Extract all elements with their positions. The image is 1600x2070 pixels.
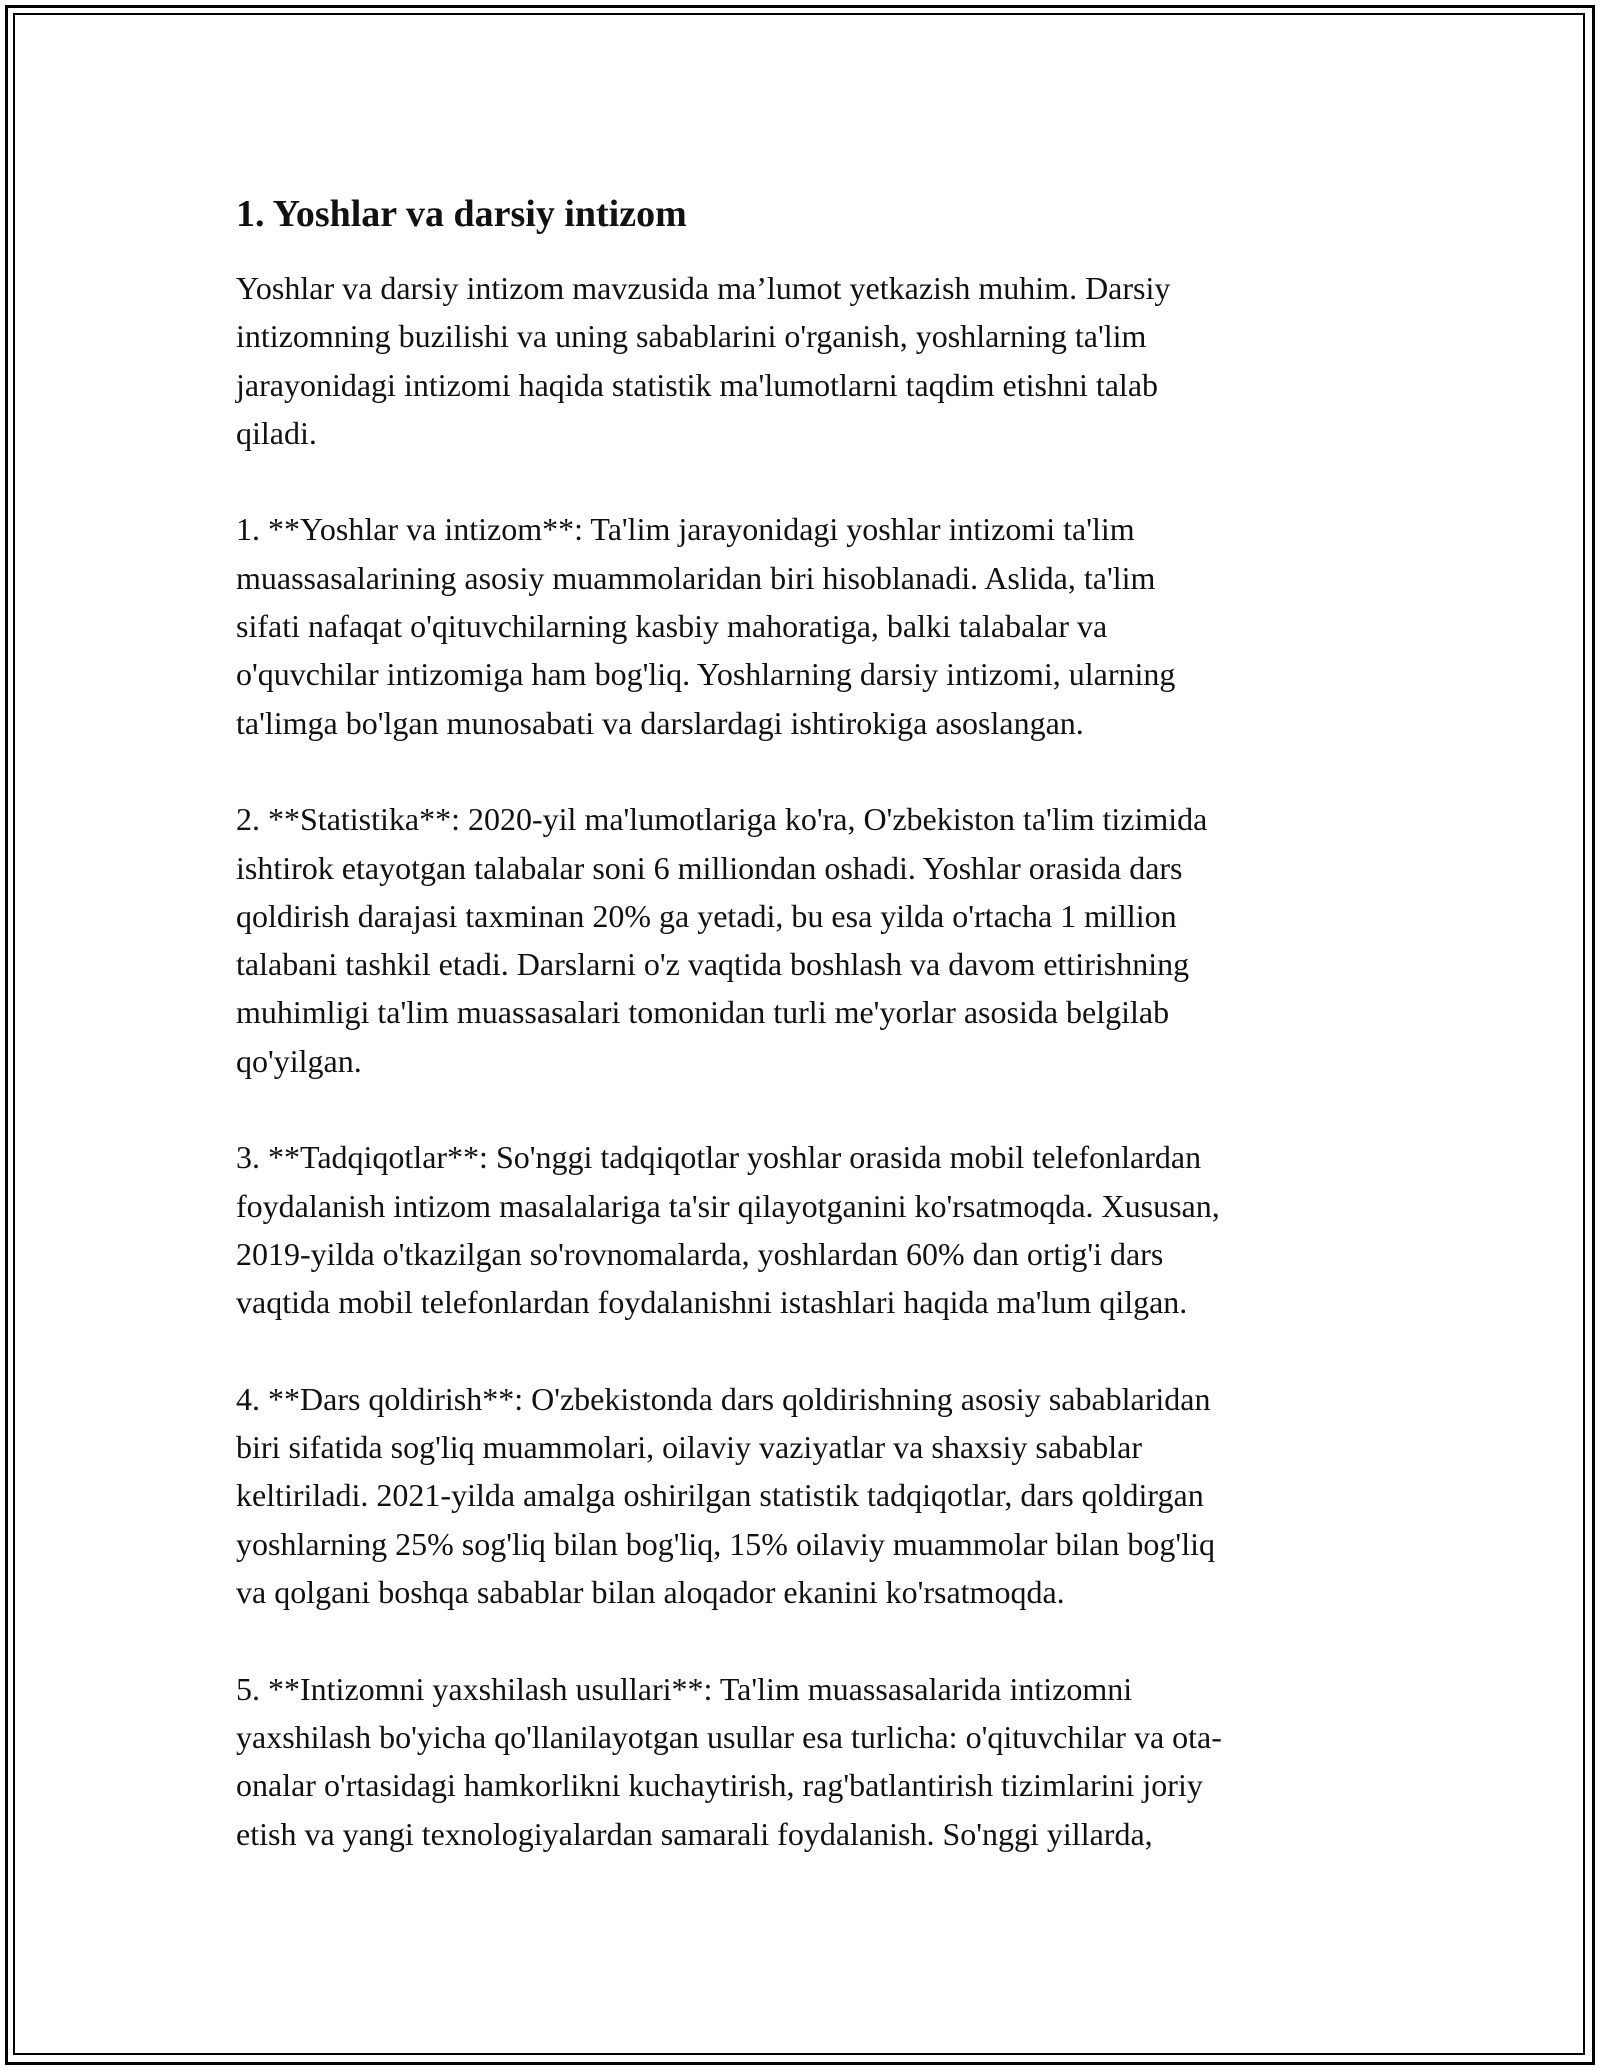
paragraph-line: muhimligi ta'lim muassasalari tomonidan turli me'yorlar asosida belgilab — [236, 994, 1170, 1031]
paragraph-line: muassasalarining asosiy muammolaridan biri hisoblanadi. Aslida, ta'lim — [236, 559, 1156, 596]
paragraph-line: jarayonidagi intizomi haqida statistik ma'lumotlarni taqdim etishni talab — [236, 366, 1159, 403]
section-1-paragraph — [236, 505, 1376, 746]
paragraph-line: o'quvchilar intizomiga ham bog'liq. Yoshlarning darsiy intizomi, ularning — [236, 656, 1176, 693]
paragraph-line: intizomning buzilishi va uning sabablarini o'rganish, yoshlarning ta'lim — [236, 318, 1147, 355]
paragraph-line: talabani tashkil etadi. Darslarni o'z vaqtida boshlash va davom ettirishning — [236, 946, 1190, 983]
paragraph-line: onalar o'rtasidagi hamkorlikni kuchaytirish, rag'batlantirish tizimlarini joriy — [236, 1767, 1203, 1804]
paragraph-line: qo'yilgan. — [236, 1042, 362, 1079]
paragraph-line: keltiriladi. 2021-yilda amalga oshirilgan statistik tadqiqotlar, dars qoldirgan — [236, 1477, 1204, 1514]
paragraph-line: Yoshlar va darsiy intizom mavzusida ma’lumot yetkazish muhim. Darsiy — [236, 270, 1171, 306]
paragraph-line: qoldirish darajasi taxminan 20% ga yetadi, bu esa yilda o'rtacha 1 million — [236, 897, 1177, 934]
paragraph-line: biri sifatida sog'liq muammolari, oilaviy vaziyatlar va shaxsiy sabablar — [236, 1429, 1142, 1466]
paragraph-line: vaqtida mobil telefonlardan foydalanishni istashlari haqida ma'lum qilgan. — [236, 1284, 1188, 1321]
paragraph-line: ta'limga bo'lgan munosabati va darslardagi ishtirokiga asoslangan. — [236, 704, 1084, 741]
document-title: 1. Yoshlar va darsiy intizom — [236, 193, 687, 235]
section-4-paragraph — [236, 1375, 1376, 1616]
paragraph-line: yoshlarning 25% sog'liq bilan bog'liq, 15% oilaviy muammolar bilan bog'liq — [236, 1525, 1215, 1562]
paragraph-line: 1. **Yoshlar va intizom**: Ta'lim jarayonidagi yoshlar intizomi ta'lim — [236, 511, 1135, 548]
section-5-paragraph — [236, 1665, 1376, 1858]
paragraph-line: ishtirok etayotgan talabalar soni 6 milliondan oshadi. Yoshlar orasida dars — [236, 849, 1183, 886]
intro-paragraph — [236, 264, 1376, 457]
paragraph-line: qiladi. — [236, 414, 317, 451]
paragraph-line: 2. **Statistika**: 2020-yil ma'lumotlariga ko'ra, O'zbekiston ta'lim tizimida — [236, 801, 1208, 838]
paragraph-line: 5. **Intizomni yaxshilash usullari**: Ta'lim muassasalarida intizomni — [236, 1670, 1133, 1707]
section-3-paragraph — [236, 1133, 1376, 1326]
paragraph-line: sifati nafaqat o'qituvchilarning kasbiy mahoratiga, balki talabalar va — [236, 608, 1108, 645]
paragraph-line: foydalanish intizom masalalariga ta'sir qilayotganini ko'rsatmoqda. Xususan, — [236, 1187, 1220, 1224]
paragraph-line: va qolgani boshqa sabablar bilan aloqador ekanini ko'rsatmoqda. — [236, 1574, 1065, 1611]
paragraph-line: yaxshilash bo'yicha qo'llanilayotgan usullar esa turlicha: o'qituvchilar va ota- — [236, 1718, 1222, 1755]
document-body — [236, 186, 1376, 1906]
paragraph-line: 3. **Tadqiqotlar**: So'nggi tadqiqotlar yoshlar orasida mobil telefonlardan — [236, 1139, 1202, 1176]
paragraph-line: etish va yangi texnologiyalardan samarali foydalanish. So'nggi yillarda, — [236, 1815, 1153, 1852]
paragraph-line: 2019-yilda o'tkazilgan so'rovnomalarda, yoshlardan 60% dan ortig'i dars — [236, 1235, 1164, 1272]
paragraph-line: 4. **Dars qoldirish**: O'zbekistonda dars qoldirishning asosiy sabablaridan — [236, 1380, 1211, 1417]
section-2-paragraph — [236, 795, 1376, 1085]
